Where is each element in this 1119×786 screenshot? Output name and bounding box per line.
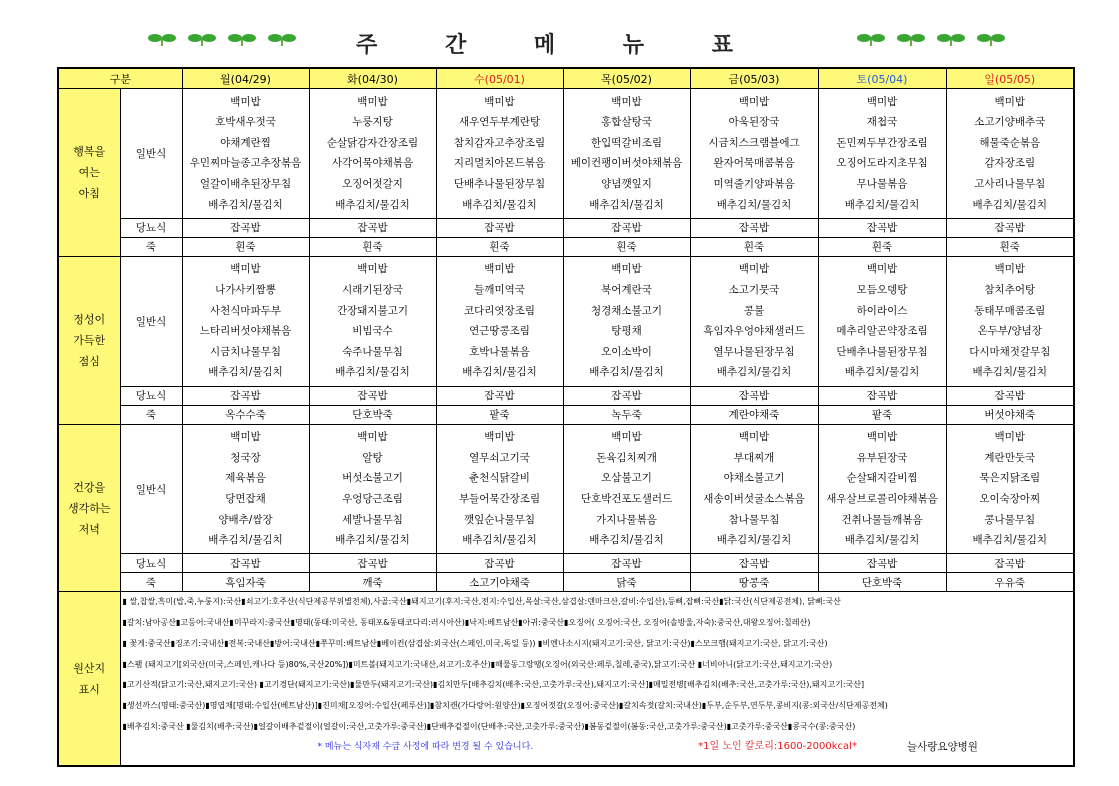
origin-line-2: ▮ 꽃게:중국산▮징조기:국내산▮전복:국내산▮방어:국내산▮쭈꾸미:베트남산▮베이컨(삼겹살:외국산(스페인,미국,독일 등)) ▮비엔나소시지(돼지고기:국산, 닭고기:국산)▮스모크햄(돼지고기:국산, 닭고기:국산) — [122, 638, 828, 648]
dish-item: 열무나물된장무침 — [713, 345, 795, 358]
breakfast-general-day-1 — [309, 89, 436, 219]
dinner-porridge-day-5: 단호박죽 — [818, 573, 946, 592]
origin-line-6: ▮배추김치:중국산 ▮물김치(배추:국산)▮얼갈이배추겉절이(얼갈이:국산,고춧가루:중국산)▮단배추겉절이(단배추:국산,고춧가루:중국산)▮봄동겉절이(봄동:국산,고춧가루:중국산)▮고춧가루:중국산▮콩국수(콩:중국산) — [122, 721, 856, 731]
footer-notes — [123, 737, 1072, 758]
dish-item: 콩나물무침 — [984, 513, 1036, 526]
day-header-fri: 금(05/03) — [690, 68, 818, 89]
dish-item: 백미밥 — [357, 431, 388, 444]
dish-item: 오징어도라지초무침 — [836, 157, 928, 170]
dish-item: 재첩국 — [866, 116, 898, 129]
dish-item: 알탕 — [362, 451, 383, 464]
dish-item: 오이숙장아찌 — [979, 493, 1041, 506]
dish-item: 백미밥 — [357, 95, 388, 108]
dinner-porridge-day-3: 닭죽 — [563, 573, 690, 592]
lunch-porridge-day-6: 버섯야채죽 — [946, 405, 1074, 424]
header-row — [58, 68, 1074, 89]
dinner-diabetic-row — [58, 554, 1074, 573]
dish-item: 당면잡채 — [225, 493, 266, 506]
calorie-note: *1일 노인 칼로리:1600-2000kcal* — [698, 741, 857, 753]
dish-item: 백미밥 — [738, 95, 770, 108]
dinner-category-label: 건강을 생각하는 저녁 — [58, 424, 120, 592]
dish-item: 단호박건포도샐러드 — [580, 493, 673, 506]
lunch-diabetic-day-2: 잡곡밥 — [436, 386, 563, 405]
dish-item: 백미밥 — [738, 263, 770, 276]
dish-item: 제육볶음 — [225, 472, 266, 485]
dish-item: 미역줄기양파볶음 — [713, 178, 795, 190]
dish-item: 오징어젓갈지 — [342, 178, 403, 190]
lunch-general-day-2 — [436, 256, 563, 386]
dish-item: 배추김치/물김치 — [972, 366, 1048, 379]
dinner-general-day-3 — [563, 424, 690, 554]
origin-info — [120, 592, 1074, 766]
dish-item: 메추리알곤약장조림 — [836, 325, 928, 338]
breakfast-general-day-5 — [818, 89, 946, 219]
dish-item: 순살돼지갈비찜 — [846, 472, 918, 485]
dish-item: 부들어묵간장조림 — [458, 493, 541, 506]
dish-item: 배추김치/물김치 — [844, 366, 920, 379]
dish-item: 소고기뭇국 — [728, 284, 780, 297]
dish-item: 코다리엿장조림 — [464, 304, 536, 317]
breakfast-diabetic-day-2: 잡곡밥 — [436, 218, 563, 237]
breakfast-diabetic-day-4: 잡곡밥 — [690, 218, 818, 237]
origin-line-1: ▮갈치:남아공산▮고등어:국내산▮미꾸라지:중국산▮명태(동태:미국산, 동태포&동태코다리:러시아산)▮낙지:베트남산▮아귀:중국산▮오징어( 오징어:국산, 오징어(솔방울,자숙):중국산,대왕오징어:칠레산) — [122, 618, 811, 628]
dish-item: 완자어묵매콤볶음 — [713, 157, 795, 170]
dinner-porridge-day-2: 소고기야채죽 — [436, 573, 563, 592]
dinner-general-day-0 — [182, 424, 309, 554]
dish-item: 오삼불고기 — [601, 472, 652, 485]
dinner-diabetic-day-3: 잡곡밥 — [563, 554, 690, 573]
day-header-thu: 목(05/02) — [563, 68, 690, 89]
category-header: 구분 — [58, 68, 182, 89]
dish-item: 간장돼지불고기 — [337, 304, 409, 317]
breakfast-diabetic-day-3: 잡곡밥 — [563, 218, 690, 237]
dinner-diabetic-day-5: 잡곡밥 — [818, 554, 946, 573]
lunch-diabetic-day-6: 잡곡밥 — [946, 386, 1074, 405]
dinner-diabetic-day-2: 잡곡밥 — [436, 554, 563, 573]
dish-item: 새우연두부계란탕 — [458, 116, 541, 129]
dish-item: 단배추나물된장무침 — [836, 345, 928, 358]
sprout-icon — [855, 32, 887, 46]
dish-item: 아욱된장국 — [728, 116, 780, 129]
dinner-porridge-day-6: 우유죽 — [946, 573, 1074, 592]
dish-item: 홍합살탕국 — [601, 116, 652, 129]
dish-item: 오이소박이 — [601, 345, 652, 358]
dinner-general-day-4 — [690, 424, 818, 554]
dish-item: 묵은지닭조림 — [979, 472, 1041, 485]
dish-item: 비빔국수 — [352, 325, 393, 338]
lunch-general-day-5 — [818, 256, 946, 386]
breakfast-porridge-day-5: 흰죽 — [818, 237, 946, 256]
dish-item: 배추김치/물김치 — [716, 198, 792, 211]
dinner-general-day-1 — [309, 424, 436, 554]
lunch-diabetic-day-4: 잡곡밥 — [690, 386, 818, 405]
dish-item: 배추김치/물김치 — [462, 366, 537, 379]
hospital-name: 늘사랑요양병원 — [906, 741, 978, 754]
dish-item: 춘천식닭갈비 — [469, 472, 530, 485]
dish-item: 우엉당근조림 — [342, 493, 403, 506]
origin-label: 원산지 표시 — [58, 592, 120, 766]
dish-item: 백미밥 — [484, 95, 515, 108]
lunch-general-day-0 — [182, 256, 309, 386]
dinner-general-day-5 — [818, 424, 946, 554]
dish-item: 순살닭감자간장조림 — [326, 136, 419, 149]
dish-item: 모듬오뎅탕 — [856, 284, 908, 297]
diabetic-diet-label: 당뇨식 — [120, 218, 182, 237]
dish-item: 배추김치/물김치 — [335, 534, 410, 547]
menu-change-notice: * 메뉴는 식자재 수급 사정에 따라 변경 될 수 있습니다. — [317, 742, 534, 753]
dish-item: 나가사키짬뽕 — [215, 284, 276, 297]
day-header-mon: 월(04/29) — [182, 68, 309, 89]
dish-item: 유부된장국 — [856, 451, 908, 464]
dish-item: 감자장조림 — [984, 157, 1036, 170]
dish-item: 백미밥 — [994, 431, 1025, 444]
day-header-sun: 일(05/05) — [946, 68, 1074, 89]
dish-item: 백미밥 — [484, 263, 515, 276]
dish-item: 들깨미역국 — [474, 284, 525, 297]
dish-item: 북어계란국 — [601, 284, 652, 297]
origin-row — [58, 592, 1074, 766]
breakfast-general-day-2 — [436, 89, 563, 219]
lunch-diabetic-day-1: 잡곡밥 — [309, 386, 436, 405]
diabetic-diet-label: 당뇨식 — [120, 386, 182, 405]
dish-item: 백미밥 — [357, 263, 388, 276]
lunch-general-day-4 — [690, 256, 818, 386]
dish-item: 열무쇠고기국 — [469, 451, 530, 464]
dish-item: 배추김치/물김치 — [844, 198, 920, 211]
dish-item: 돈민찌두부간장조림 — [836, 136, 928, 149]
breakfast-porridge-day-3: 흰죽 — [563, 237, 690, 256]
dish-item: 백미밥 — [738, 431, 770, 444]
lunch-general-day-6 — [946, 256, 1074, 386]
porridge-diet-label: 죽 — [120, 573, 182, 592]
dish-item: 깻잎순나물무침 — [464, 513, 536, 526]
dish-item: 고사리나물무침 — [974, 178, 1046, 190]
dish-item: 배추김치/물김치 — [716, 534, 792, 547]
dish-item: 한입떡갈비조림 — [591, 136, 663, 149]
dish-item: 배추김치/물김치 — [335, 198, 410, 211]
dish-item: 흑임자우엉야채샐러드 — [703, 325, 805, 338]
dish-item: 온두부/양념장 — [977, 325, 1042, 338]
breakfast-general-day-6 — [946, 89, 1074, 219]
dish-item: 탕평채 — [611, 325, 642, 338]
dish-item: 참치감자고추장조림 — [453, 136, 546, 149]
dinner-porridge-day-4: 땅콩죽 — [690, 573, 818, 592]
dish-item: 계란만둣국 — [984, 451, 1036, 464]
lunch-category-label: 정성이 가득한 점심 — [58, 256, 120, 424]
dish-item: 백미밥 — [611, 431, 642, 444]
dish-item: 백미밥 — [866, 95, 898, 108]
breakfast-porridge-day-2: 흰죽 — [436, 237, 563, 256]
dinner-diabetic-day-1: 잡곡밥 — [309, 554, 436, 573]
dish-item: 느타리버섯야채볶음 — [199, 325, 292, 338]
porridge-diet-label: 죽 — [120, 237, 182, 256]
breakfast-porridge-day-1: 흰죽 — [309, 237, 436, 256]
day-header-wed: 수(05/01) — [436, 68, 563, 89]
lunch-general-day-1 — [309, 256, 436, 386]
day-header-tue: 화(04/30) — [309, 68, 436, 89]
dinner-general-day-6 — [946, 424, 1074, 554]
dinner-diabetic-day-0: 잡곡밥 — [182, 554, 309, 573]
lunch-porridge-row — [58, 405, 1074, 424]
dish-item: 지리멸치아몬드볶음 — [453, 157, 546, 170]
dish-item: 호박나물볶음 — [469, 345, 530, 358]
dish-item: 연근땅콩조림 — [469, 325, 530, 338]
lunch-porridge-day-4: 계란야채죽 — [690, 405, 818, 424]
dish-item: 참치추어탕 — [984, 284, 1036, 297]
origin-line-3: ▮스팸 (돼지고기[외국산(미국,스페인,캐나다 등)80%,국산20%])▮미트볼(돼지고기:국내산,쇠고기:호주산)▮해물동그랑땡(오징어(외국산:페루,칠레,중국),닭고기:국산 ▮너비아니(닭고기:국산,돼지고기:국산) — [122, 659, 833, 669]
dish-item: 배추김치/물김치 — [716, 366, 792, 379]
day-header-sat: 토(05/04) — [818, 68, 946, 89]
dish-item: 배추김치/물김치 — [462, 534, 537, 547]
lunch-diabetic-day-5: 잡곡밥 — [818, 386, 946, 405]
dish-item: 사천식마파두부 — [210, 304, 282, 317]
lunch-general-day-3 — [563, 256, 690, 386]
breakfast-general-day-4 — [690, 89, 818, 219]
breakfast-general-day-0 — [182, 89, 309, 219]
lunch-diabetic-day-0: 잡곡밥 — [182, 386, 309, 405]
dish-item: 건취나물들깨볶음 — [841, 513, 923, 526]
dish-item: 야채소불고기 — [723, 472, 785, 485]
porridge-diet-label: 죽 — [120, 405, 182, 424]
dish-item: 베이컨팽이버섯야채볶음 — [570, 157, 683, 170]
dinner-porridge-day-1: 깨죽 — [309, 573, 436, 592]
dinner-porridge-row — [58, 573, 1074, 592]
dinner-porridge-day-0: 흑임자죽 — [182, 573, 309, 592]
breakfast-porridge-day-4: 흰죽 — [690, 237, 818, 256]
dish-item: 청국장 — [230, 451, 261, 464]
dish-item: 백미밥 — [230, 263, 261, 276]
dish-item: 버섯소불고기 — [342, 472, 403, 485]
origin-line-4: ▮고기산적(닭고기:국산,돼지고기:국산) ▮고기경단(돼지고기:국산)▮물만두(돼지고기:국산)▮김치만두[배추김치(배추:국산,고춧가루:국산),돼지고기:국산]▮메밀전병[배추김치(배추:국산,고춧가루:국산),돼지고기:국산] — [122, 680, 865, 690]
lunch-porridge-day-1: 단호박죽 — [309, 405, 436, 424]
dish-item: 배추김치/물김치 — [589, 534, 664, 547]
lunch-diabetic-row — [58, 386, 1074, 405]
dish-item: 시래기된장국 — [342, 284, 403, 297]
dish-item: 배추김치/물김치 — [589, 366, 664, 379]
dish-item: 단배추나물된장무침 — [453, 178, 546, 190]
lunch-diabetic-day-3: 잡곡밥 — [563, 386, 690, 405]
breakfast-porridge-day-0: 흰죽 — [182, 237, 309, 256]
sprout-icon — [935, 32, 967, 46]
breakfast-general-row — [58, 89, 1074, 219]
breakfast-category-label: 행복을 여는 아침 — [58, 89, 120, 257]
dish-item: 백미밥 — [484, 431, 515, 444]
dish-item: 다시마채젓갈무침 — [969, 345, 1051, 358]
dish-item: 백미밥 — [866, 263, 898, 276]
dish-item: 새송이버섯굴소스볶음 — [703, 493, 805, 506]
breakfast-general-day-3 — [563, 89, 690, 219]
dish-item: 백미밥 — [611, 95, 642, 108]
dish-item: 배추김치/물김치 — [208, 366, 283, 379]
page-title: 주 간 메 뉴 표 — [356, 33, 763, 58]
lunch-porridge-day-2: 팥죽 — [436, 405, 563, 424]
origin-line-5: ▮생선까스(명태:중국산)▮명엽채[명태:수입산(베트남산)]▮진미채[오징어:수입산(페루산)]▮참치캔(가다랑어:원양산)▮오징어젓갈(오징어:중국산)▮갈치속젓(갈치:국내산)▮두부,순두부,연두부,콩비지(콩:외국산/식단제공전체) — [122, 700, 888, 710]
dish-item: 하이라이스 — [856, 304, 908, 317]
lunch-porridge-day-5: 팥죽 — [818, 405, 946, 424]
dish-item: 배추김치/물김치 — [589, 198, 664, 211]
dish-item: 콩불 — [743, 304, 765, 317]
dish-item: 시금치스크램블에그 — [708, 136, 800, 149]
dish-item: 참나물무침 — [728, 513, 780, 526]
diabetic-diet-label: 당뇨식 — [120, 554, 182, 573]
dish-item: 양념깻잎지 — [601, 178, 652, 190]
dish-item: 돈육김치찌개 — [596, 451, 657, 464]
lunch-porridge-day-3: 녹두죽 — [563, 405, 690, 424]
origin-line-0: ▮ 쌀,찹쌀,흑미(밥,죽,누룽지):국산▮쇠고기:호주산(식단제공부위별전체),사골:국산▮돼지고기(후지:국산,전지:수입산,목살:국산,삼겹살:덴마크산,갈비:수입산),등뼈,잡뼈:국산▮닭:국산(식단제공전체), 닭뼈:국산 — [122, 597, 841, 607]
general-diet-label: 일반식 — [120, 424, 182, 554]
sprout-decoration-right — [855, 32, 1007, 46]
dish-item: 배추김치/물김치 — [462, 198, 537, 211]
dish-item: 배추김치/물김치 — [972, 198, 1048, 211]
dish-item: 세발나물무침 — [342, 513, 403, 526]
breakfast-porridge-row — [58, 237, 1074, 256]
breakfast-porridge-day-6: 흰죽 — [946, 237, 1074, 256]
sprout-icon — [895, 32, 927, 46]
dish-item: 새우살브로콜리야채볶음 — [826, 493, 938, 506]
dish-item: 해물죽순볶음 — [979, 136, 1041, 149]
breakfast-diabetic-row — [58, 218, 1074, 237]
dish-item: 사각어묵야채볶음 — [331, 157, 414, 170]
dish-item: 호박새우젓국 — [215, 116, 276, 129]
dish-item: 가지나물볶음 — [596, 513, 657, 526]
dish-item: 부대찌개 — [733, 451, 775, 464]
general-diet-label: 일반식 — [120, 89, 182, 219]
dish-item: 백미밥 — [230, 431, 261, 444]
dish-item: 얼갈이배추된장무침 — [199, 178, 292, 190]
dish-item: 누룽지탕 — [352, 116, 393, 129]
dish-item: 숙주나물무침 — [342, 345, 403, 358]
sprout-icon — [975, 32, 1007, 46]
lunch-porridge-day-0: 옥수수죽 — [182, 405, 309, 424]
dish-item: 백미밥 — [994, 263, 1025, 276]
dish-item: 배추김치/물김치 — [208, 198, 283, 211]
dish-item: 소고기양배추국 — [974, 116, 1046, 129]
dish-item: 무나물볶음 — [856, 178, 908, 190]
dinner-general-day-2 — [436, 424, 563, 554]
weekly-menu-table — [57, 67, 1075, 767]
lunch-general-row — [58, 256, 1074, 386]
dish-item: 배추김치/물김치 — [844, 534, 920, 547]
breakfast-diabetic-day-1: 잡곡밥 — [309, 218, 436, 237]
dish-item: 백미밥 — [994, 95, 1025, 108]
dish-item: 백미밥 — [611, 263, 642, 276]
breakfast-diabetic-day-0: 잡곡밥 — [182, 218, 309, 237]
general-diet-label: 일반식 — [120, 256, 182, 386]
dish-item: 백미밥 — [230, 95, 261, 108]
dish-item: 청경채소불고기 — [591, 304, 663, 317]
dish-item: 시금치나물무침 — [210, 345, 282, 358]
breakfast-diabetic-day-5: 잡곡밥 — [818, 218, 946, 237]
dish-item: 양배추/쌈장 — [218, 513, 273, 526]
dinner-diabetic-day-6: 잡곡밥 — [946, 554, 1074, 573]
dish-item: 우민찌마늘종고추장볶음 — [189, 157, 302, 170]
dish-item: 동태무매콤조림 — [974, 304, 1046, 317]
dish-item: 배추김치/물김치 — [335, 366, 410, 379]
dinner-general-row — [58, 424, 1074, 554]
dish-item: 배추김치/물김치 — [972, 534, 1048, 547]
dinner-diabetic-day-4: 잡곡밥 — [690, 554, 818, 573]
dish-item: 배추김치/물김치 — [208, 534, 283, 547]
dish-item: 백미밥 — [866, 431, 898, 444]
breakfast-diabetic-day-6: 잡곡밥 — [946, 218, 1074, 237]
dish-item: 야채계란찜 — [220, 136, 271, 149]
